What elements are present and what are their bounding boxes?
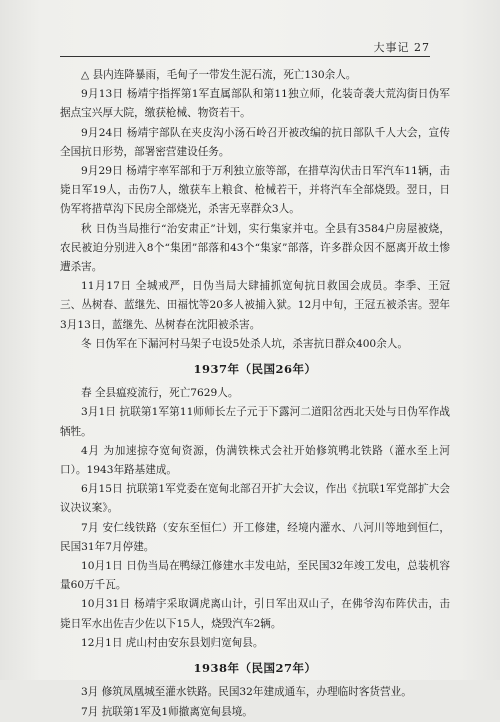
chronicle-entry: 6月15日 抗联第1军党委在宽甸北部召开扩大会议，作出《抗联1军党部扩大会议决议案》。 [60, 483, 450, 515]
running-head [60, 38, 430, 57]
chronicle-entry: 9月24日 杨靖宇部队在夹皮沟小汤石岭召开被改编的抗日部队千人大会，宣传全国抗日形势，部署密营建设任务。 [60, 126, 450, 158]
chronicle-entry: 9月13日 杨靖宇指挥第1军直属部队和第11独立师，化装奇袭大荒沟街日伪军据点宝兴厚大院，缴获枪械、物资若干。 [60, 88, 450, 120]
chronicle-entry: △ 县内连降暴雨，毛甸子一带发生泥石流，死亡130余人。 [81, 69, 357, 81]
chronicle-entry: 7月 抗联第1军及1师撤离宽甸县境。 [81, 705, 253, 718]
chronicle-entry: 10月1日 日伪当局在鸭绿江修建水丰发电站，至民国32年竣工发电，总装机容量60万千瓦。 [60, 560, 450, 592]
chronicle-entry: 秋 日伪当局推行“治安肃正”计划，实行集家并屯。全县有3584户房屋被烧，农民被迫分别进入8个“集团”部落和43个“集家”部落，许多群众因不愿离开故土惨遭杀害。 [60, 222, 450, 274]
chronicle-entry: 12月1日 虎山村由安东县划归宽甸县。 [81, 636, 264, 649]
page-body [60, 66, 450, 722]
running-head-label: 大事记 27 [373, 41, 430, 54]
chronicle-entry: 9月29日 杨靖宇率军部和于万利独立旅等部，在措草沟伏击日军汽车11辆，击毙日军19人，击伤7人，缴获车上粮食、枪械若干，并将汽车全部烧毁。翌日，日伪军将措草沟下民房全部烧光，杀害无辜群众3人。 [60, 165, 450, 216]
chronicle-entry: 10月31日 杨靖宇采取调虎离山计，引日军出双山子，在佛爷沟布阵伏击，击毙日军水出佐吉少佐以下15人，烧毁汽车2辆。 [60, 598, 450, 630]
chronicle-entry: 7月 安仁线铁路（安东至恒仁）开工修建，经境内灌水、八河川等地到恒仁，民国31年7月停建。 [60, 521, 450, 553]
year-heading: 1937年（民国26年） [193, 362, 317, 377]
chronicle-entry: 11月17日 全城戒严，日伪当局大肆捕抓宽甸抗日救国会成员。李季、王冠三、丛树春、蓝继先、田福忱等20多人被捕入狱。12月中旬，王冠五被杀害。翌年3月13日，蓝继先、丛树春在沈阳被杀害。 [60, 280, 450, 331]
chronicle-entry: 3月1日 抗联第1军第11师师长左子元于下露河二道阳岔西北天处与日伪军作战牺牲。 [60, 406, 450, 438]
chronicle-entry: 3月 修筑凤凰城至灌水铁路。民国32年建成通车，办理临时客货营业。 [81, 686, 412, 699]
year-heading: 1938年（民国27年） [193, 661, 317, 676]
chronicle-entry: 4月 为加速掠夺宽甸资源，伪满铁株式会社开始修筑鸭北铁路（灌水至上河口）。1943年路基建成。 [60, 444, 450, 477]
chronicle-entry: 春 全县瘟疫流行，死亡7629人。 [81, 387, 239, 400]
chronicle-entry: 冬 日伪军在下漏河村马架子屯设5处杀人坑，杀害抗日群众400余人。 [81, 337, 408, 350]
